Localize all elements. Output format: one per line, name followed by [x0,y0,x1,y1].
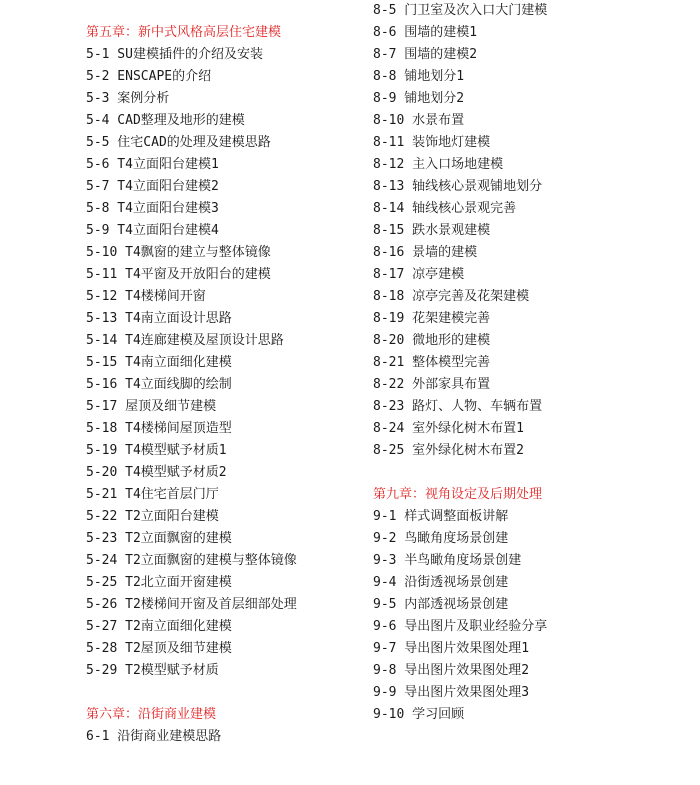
section-spacer [373,462,547,484]
lesson-item: 5-5 住宅CAD的处理及建模思路 [86,135,271,150]
lesson-item: 8-23 路灯、人物、车辆布置 [373,399,543,414]
lesson-item: 5-12 T4楼梯间开窗 [86,289,206,304]
left-column [86,22,297,748]
lesson-item: 9-9 导出图片效果图处理3 [373,685,530,700]
lesson-item: 9-1 样式调整面板讲解 [373,509,509,524]
lesson-item: 8-12 主入口场地建模 [373,157,504,172]
lesson-item: 5-14 T4连廊建模及屋顶设计思路 [86,333,284,348]
chapter-heading: 第六章：沿街商业建模 [86,707,217,722]
lesson-item: 5-2 ENSCAPE的介绍 [86,69,212,84]
lesson-item: 9-10 学习回顾 [373,707,465,722]
lesson-item: 5-8 T4立面阳台建模3 [86,201,219,216]
lesson-item: 8-20 微地形的建模 [373,333,491,348]
lesson-item: 5-10 T4飘窗的建立与整体镜像 [86,245,271,260]
lesson-item: 5-28 T2屋顶及细节建模 [86,641,232,656]
lesson-item: 9-5 内部透视场景创建 [373,597,509,612]
lesson-item: 8-16 景墙的建模 [373,245,478,260]
lesson-item: 9-8 导出图片效果图处理2 [373,663,530,678]
lesson-item: 5-1 SU建模插件的介绍及安装 [86,47,263,62]
lesson-item: 8-14 轴线核心景观完善 [373,201,517,216]
lesson-item: 9-6 导出图片及职业经验分享 [373,619,548,634]
lesson-item: 8-5 门卫室及次入口大门建模 [373,3,548,18]
lesson-item: 6-1 沿街商业建模思路 [86,729,222,744]
lesson-item: 9-2 鸟瞰角度场景创建 [373,531,509,546]
lesson-item: 5-24 T2立面飘窗的建模与整体镜像 [86,553,297,568]
lesson-item: 5-4 CAD整理及地形的建模 [86,113,245,128]
lesson-item: 8-10 水景布置 [373,113,465,128]
lesson-item: 5-27 T2南立面细化建模 [86,619,232,634]
chapter-heading: 第九章：视角设定及后期处理 [373,487,543,502]
lesson-item: 8-25 室外绿化树木布置2 [373,443,524,458]
lesson-item: 8-6 围墙的建模1 [373,25,478,40]
lesson-item: 8-8 铺地划分1 [373,69,465,84]
lesson-item: 5-11 T4平窗及开放阳台的建模 [86,267,271,282]
lesson-item: 5-17 屋顶及细节建模 [86,399,217,414]
lesson-item: 8-22 外部家具布置 [373,377,491,392]
lesson-item: 5-16 T4立面线脚的绘制 [86,377,232,392]
right-column [373,0,547,726]
lesson-item: 5-29 T2模型赋予材质 [86,663,219,678]
lesson-item: 8-15 跌水景观建模 [373,223,491,238]
lesson-item: 5-9 T4立面阳台建模4 [86,223,219,238]
lesson-item: 5-15 T4南立面细化建模 [86,355,232,370]
lesson-item: 5-26 T2楼梯间开窗及首层细部处理 [86,597,297,612]
lesson-item: 5-20 T4模型赋予材质2 [86,465,227,480]
lesson-item: 5-18 T4楼梯间屋顶造型 [86,421,232,436]
lesson-item: 8-21 整体模型完善 [373,355,491,370]
lesson-item: 5-22 T2立面阳台建模 [86,509,219,524]
section-spacer [86,682,297,704]
chapter-heading: 第五章：新中式风格高层住宅建模 [86,25,282,40]
lesson-item: 8-7 围墙的建模2 [373,47,478,62]
lesson-item: 8-17 凉亭建模 [373,267,465,282]
lesson-item: 5-6 T4立面阳台建模1 [86,157,219,172]
lesson-item: 9-4 沿街透视场景创建 [373,575,509,590]
lesson-item: 8-18 凉亭完善及花架建模 [373,289,530,304]
lesson-item: 5-21 T4住宅首层门厅 [86,487,219,502]
lesson-item: 5-7 T4立面阳台建模2 [86,179,219,194]
lesson-item: 5-23 T2立面飘窗的建模 [86,531,232,546]
lesson-item: 5-13 T4南立面设计思路 [86,311,232,326]
lesson-item: 5-3 案例分析 [86,91,170,106]
lesson-item: 5-19 T4模型赋予材质1 [86,443,227,458]
lesson-item: 8-9 铺地划分2 [373,91,465,106]
lesson-item: 8-11 装饰地灯建模 [373,135,491,150]
lesson-item: 9-7 导出图片效果图处理1 [373,641,530,656]
lesson-item: 5-25 T2北立面开窗建模 [86,575,232,590]
lesson-item: 9-3 半鸟瞰角度场景创建 [373,553,522,568]
lesson-item: 8-19 花架建模完善 [373,311,491,326]
lesson-item: 8-13 轴线核心景观铺地划分 [373,179,543,194]
lesson-item: 8-24 室外绿化树木布置1 [373,421,524,436]
